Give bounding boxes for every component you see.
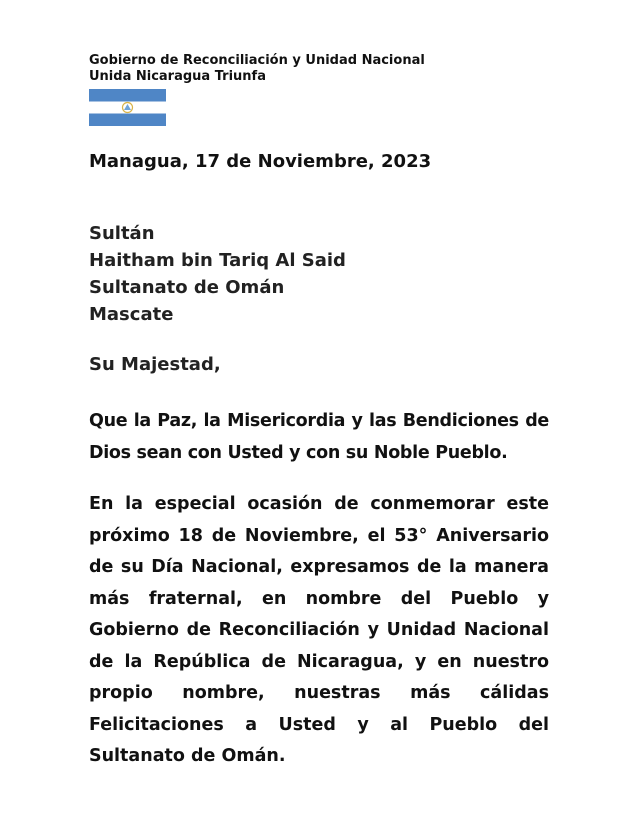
congratulations-paragraph: En la especial ocasión de conmemorar este próximo 18 de Noviembre, el 53° Aniversario de su Día Nacional, expresamos de la manera más fraternal, en nombre del Pueblo y Gobierno de Reconciliación y Unidad Nacional de la República de Nicaragua, y en nuestro propio nombre, nuestras más cálidas Felicitaciones a Usted y al Pueblo del Sultanato de Omán.	[89, 494, 549, 766]
addressee-title: Sultán	[89, 223, 155, 244]
letterhead	[89, 53, 425, 85]
addressee-block	[89, 220, 346, 328]
addressee-country: Sultanato de Omán	[89, 277, 285, 298]
addressee-city: Mascate	[89, 304, 174, 325]
blessing-paragraph: Que la Paz, la Misericordia y las Bendiciones de Dios sean con Usted y con su Noble Pueblo.	[89, 411, 549, 463]
salutation: Su Majestad,	[89, 354, 221, 375]
letterhead-slogan: Unida Nicaragua Triunfa	[89, 69, 266, 84]
addressee-name: Haitham bin Tariq Al Said	[89, 250, 346, 271]
letterhead-government-name: Gobierno de Reconciliación y Unidad Nacional	[89, 53, 425, 68]
nicaragua-flag-icon	[89, 89, 166, 126]
letter-date: Managua, 17 de Noviembre, 2023	[89, 151, 432, 172]
